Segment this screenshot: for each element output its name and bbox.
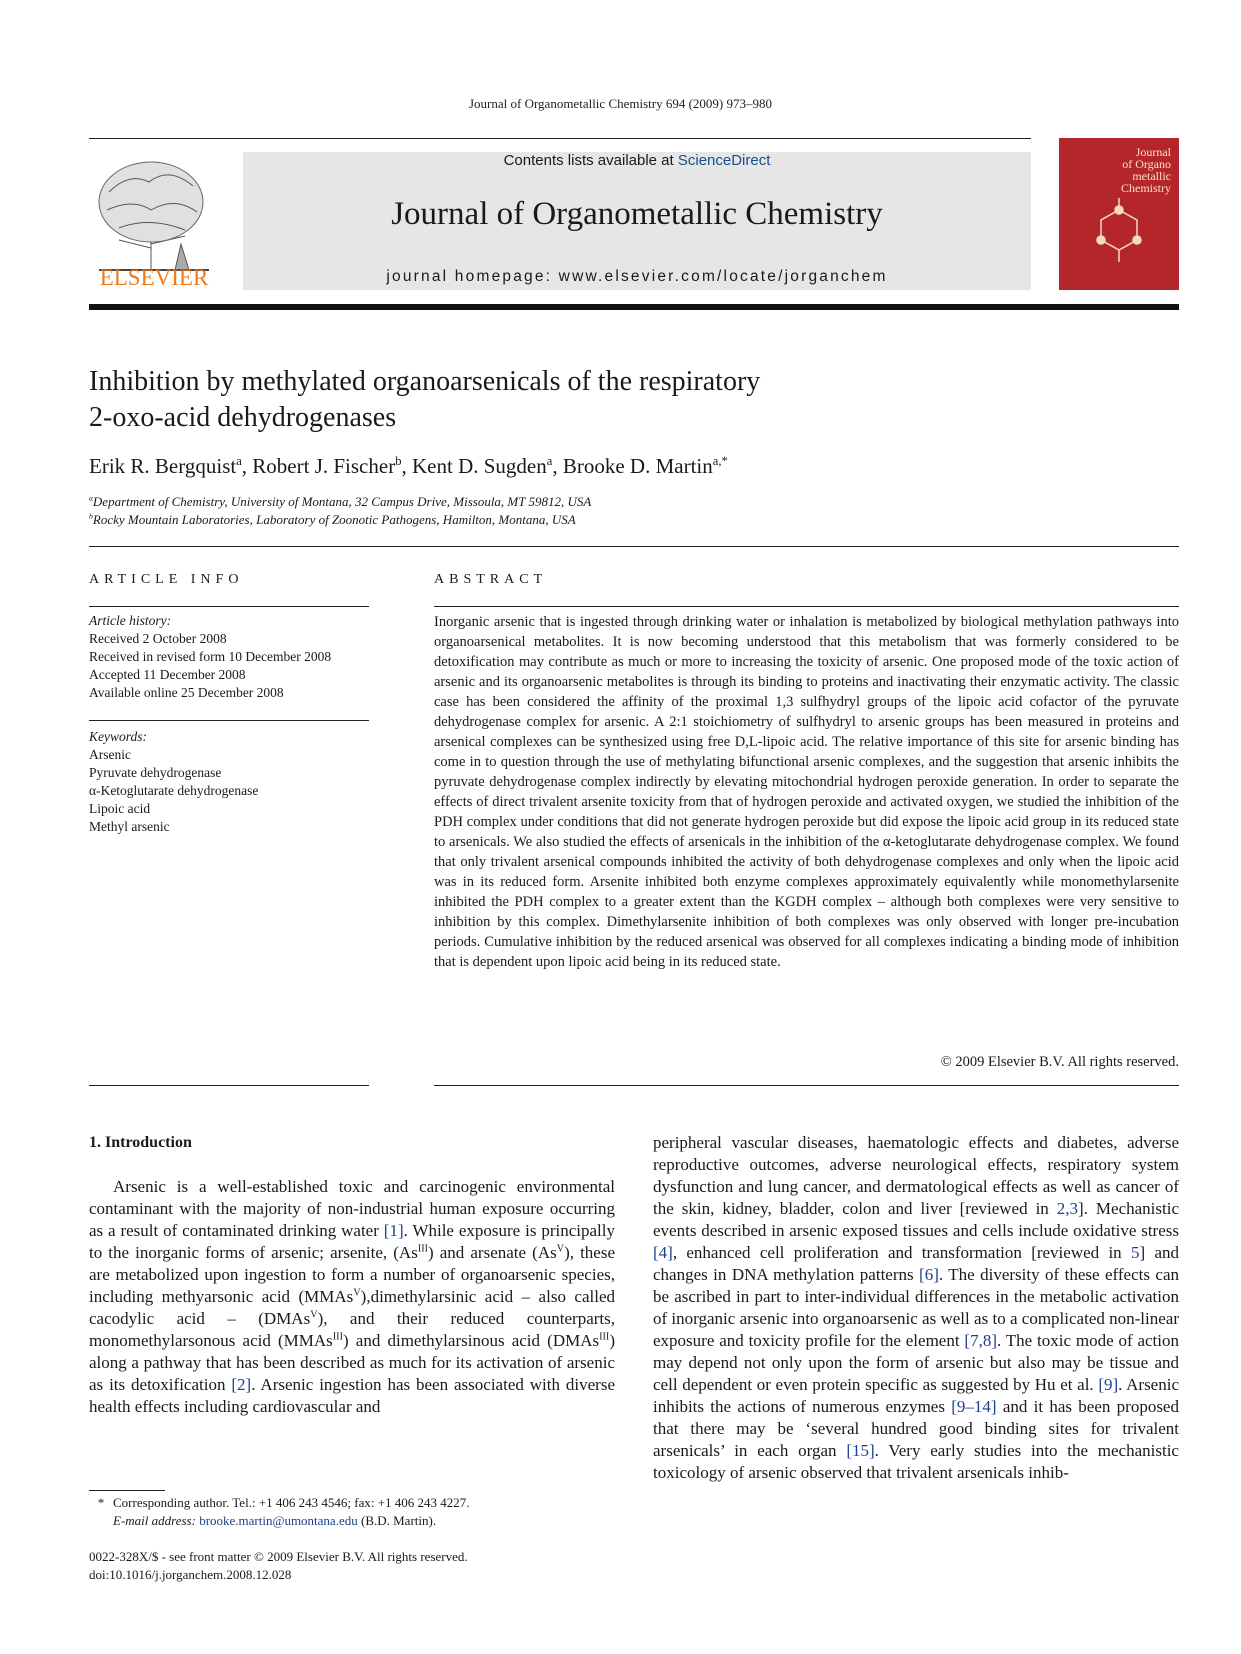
citation-link[interactable]: [6] — [919, 1265, 939, 1284]
affiliation-text: Department of Chemistry, University of Montana, 32 Campus Drive, Missoula, MT 59812, USA — [92, 494, 592, 509]
oxidation-state-superscript: V — [556, 1243, 565, 1255]
footnote-mark: * — [97, 1495, 105, 1510]
elsevier-logo — [89, 152, 219, 292]
author-affil-mark: b — [395, 454, 402, 468]
body-text-run: ), and their reduced counterparts, monomethylarsonous acid (MMAs — [89, 1309, 615, 1350]
keyword-item: Pyruvate dehydrogenase — [89, 765, 222, 780]
keywords — [89, 728, 258, 836]
history-item: Available online 25 December 2008 — [89, 685, 284, 700]
header-thick-rule — [89, 304, 1179, 310]
citation-link[interactable]: [15] — [846, 1441, 875, 1460]
corresponding-text: Corresponding author. Tel.: +1 406 243 4546; fax: +1 406 243 4227. — [113, 1495, 470, 1510]
body-text-run: ) and dimethylarsinous acid (DMAs — [342, 1331, 600, 1350]
citation-link[interactable]: [1] — [383, 1221, 404, 1240]
intro-heading: 1. Introduction — [89, 1134, 192, 1151]
title-line-2: 2-oxo-acid dehydrogenases — [89, 402, 397, 433]
affiliation-mark: a — [89, 493, 93, 503]
author-name: Robert J. Fischer — [252, 454, 396, 478]
body-text-run: . Arsenic ingestion has been associated with diverse health effects including cardiovascular and — [89, 1375, 616, 1416]
affiliation-a — [89, 494, 591, 510]
body-text-run: and it has been proposed that there may be ‘several hundred good binding sites for trivalent arsenicals’ in each organ — [653, 1397, 1179, 1460]
abstract-rule — [434, 606, 1179, 607]
body-text-run: ), these are metabolized upon ingestion to form a number of organoarsenic species, including methyarsonic acid (MMAs — [89, 1243, 616, 1306]
affiliation-text: Rocky Mountain Laboratories, Laboratory of Zoonotic Pathogens, Hamilton, Montana, USA — [92, 512, 576, 527]
author-name: Erik R. Bergquist — [89, 454, 237, 478]
citation-link[interactable]: [9–14] — [951, 1397, 997, 1416]
footnote-rule — [89, 1490, 165, 1491]
journal-name: Journal of Organometallic Chemistry — [391, 196, 883, 232]
history-item: Received 2 October 2008 — [89, 631, 227, 646]
body-text-run: Arsenic is a well-established toxic and carcinogenic environmental contaminant with the majority of non-industrial human exposure occurring as a result of contaminated drinking water — [89, 1177, 615, 1240]
body-text-run: ) along a pathway that has been described as much for its activation of arsenic as its detoxification — [89, 1331, 615, 1394]
history-item: Received in revised form 10 December 2008 — [89, 649, 332, 664]
article-title — [89, 364, 949, 436]
oxidation-state-superscript: III — [332, 1331, 343, 1343]
author-separator: , — [401, 454, 412, 478]
email-suffix: (B.D. Martin). — [360, 1513, 437, 1528]
body-text-run: peripheral vascular diseases, haematologic effects and diabetes, adverse reproductive outcomes, adverse neurological effects, respiratory system dysfunction and lung cancer, and dermatological effects as well as cancer of the skin, kidney, bladder, colon and liver [reviewed in — [653, 1133, 1179, 1218]
body-text-run: ),dimethylarsinic acid – also called cacodylic acid – (DMAs — [89, 1287, 615, 1328]
footnote — [89, 1494, 470, 1530]
history-item: Accepted 11 December 2008 — [89, 667, 246, 682]
author-affil-mark: a — [236, 454, 242, 468]
author-name: Kent D. Sugden — [412, 454, 547, 478]
affiliation-mark: b — [89, 511, 93, 521]
journal-cover — [1059, 138, 1179, 290]
author-list — [89, 454, 1089, 479]
publisher-wordmark: ELSEVIER — [99, 265, 209, 290]
body-text-run: . Arsenic inhibits the actions of numerous enzymes — [653, 1375, 1179, 1416]
body-text-run: . The diversity of these effects can be ascribed in part to inter-individual differences in the metabolic activation of inorganic arsenic into organoarsenic as well as to a complicated non-linear exposure and toxicity profile for the element — [653, 1265, 1179, 1350]
intro-column-left — [89, 1176, 615, 1418]
keyword-item: Arsenic — [89, 747, 131, 762]
issn-line: 0022-328X/$ - see front matter © 2009 Elsevier B.V. All rights reserved. — [89, 1549, 468, 1564]
title-line-1: Inhibition by methylated organoarsenicals of the respiratory — [89, 366, 761, 397]
body-text-run: . Very early studies into the mechanistic toxicology of arsenic observed that trivalent arsenicals inhib- — [653, 1441, 1179, 1482]
body-text-run: ) and arsenate (As — [428, 1243, 557, 1262]
oxidation-state-superscript: III — [417, 1243, 429, 1255]
cover-title-4: Chemistry — [1121, 181, 1171, 195]
body-text-run: , enhanced cell proliferation and transformation [reviewed in — [672, 1243, 1131, 1262]
abstract-copyright: © 2009 Elsevier B.V. All rights reserved. — [940, 1054, 1179, 1070]
abstract-heading: ABSTRACT — [434, 572, 548, 587]
issn-block — [89, 1548, 468, 1584]
email-label: E-mail address: — [113, 1513, 196, 1528]
cover-title-1: Journal — [1135, 145, 1171, 159]
author-affil-mark: a,* — [712, 454, 728, 468]
affiliation-b — [89, 512, 576, 528]
contents-prefix: Contents lists available at — [503, 152, 678, 169]
info-rule — [89, 1085, 369, 1086]
citation-link[interactable]: [2] — [231, 1375, 252, 1394]
info-rule — [89, 606, 369, 607]
citation-link[interactable]: 2,3 — [1056, 1199, 1079, 1218]
abstract-rule — [434, 1085, 1179, 1086]
journal-homepage[interactable]: journal homepage: www.elsevier.com/locate/jorganchem — [386, 268, 888, 285]
citation-link[interactable]: [9] — [1098, 1375, 1119, 1394]
citation-link[interactable]: [7,8] — [964, 1331, 997, 1350]
corresponding-author-note — [89, 1494, 470, 1512]
author-separator: , — [552, 454, 563, 478]
body-text-run: . While exposure is principally to the inorganic forms of arsenic; arsenite, (As — [89, 1221, 615, 1262]
article-history — [89, 612, 331, 702]
keyword-item: Methyl arsenic — [89, 819, 170, 834]
body-text-run: ]. Mechanistic events described in arsenic exposed tissues and cells include oxidative stress — [653, 1199, 1180, 1240]
oxidation-state-superscript: V — [353, 1287, 361, 1299]
author-separator: , — [241, 454, 253, 478]
body-text-run: . The toxic mode of action may depend not only upon the form of arsenic but also may be tissue and cell dependent or even protein specific as suggested by Hu et al. — [653, 1331, 1179, 1394]
abstract-text: Inorganic arsenic that is ingested through drinking water or inhalation is metabolized by biological methylation pathways into organoarsenical metabolites. It is now becoming understood that this metabolism that was formerly considered to be detoxification may contribute as much or more to increasing the toxicity of arsenic. One proposed mode of the toxic action of arsenic and its organoarsenic metabolites is through its binding to proteins and inactivating their enzymatic activity. The classic case has been considered the affinity of the proximal 1,3 sulfhydryl groups of the lipoic acid cofactor of the pyruvate dehydrogenase complex for arsenic. A 2:1 stoichiometry of sulfhydryl to arsenic groups has been measured in proteins and arsenical complexes can be synthesized using free D,L-lipoic acid. The relative importance of this site for arsenic binding has come in to question through the use of methylating bifunctional arsenic complexes, and the suggestion that arsenic inhibits the pyruvate dehydrogenase complex indirectly by elevating mitochondrial hydrogen peroxide generation. In order to separate the effects of direct trivalent arsenite toxicity from that of hydrogen peroxide and activated oxygen, we studied the inhibition of the PDH complex under conditions that did not generate hydrogen peroxide but did expose the lipoic acid group in its reduced state to arsenicals. We also studied the effects of arsenicals in the inhibition of the α-ketoglutarate dehydrogenase complex. We found that only trivalent arsenical compounds inhibited the activity of both dehydrogenase complexes and only when the lipoic acid was in its reduced form. Arsenite inhibited both enzyme complexes approximately equivalently while monomethylarsenite inhibited the PDH complex to a greater extent than the KGDH complex – although both complexes were very sensitive to inhibition by this complex. Dimethylarsenite inhibition of both complexes was only observed with longer pre-incubation periods. Cumulative inhibition by the reduced arsenical was observed for all complexes indicating a binding mode of inhibition that is dependent upon lipoic acid being in its reduced state. — [434, 614, 1179, 970]
author-affil-mark: a — [546, 454, 553, 468]
section-rule — [89, 546, 1179, 547]
sciencedirect-link[interactable]: ScienceDirect — [677, 152, 771, 169]
oxidation-state-superscript: III — [599, 1331, 610, 1343]
keyword-item: Lipoic acid — [89, 801, 151, 816]
cover-title-2: of Organo — [1122, 157, 1171, 171]
keyword-item: α-Ketoglutarate dehydrogenase — [89, 783, 259, 798]
intro-column-right — [653, 1132, 1179, 1484]
cover-title-3: metallic — [1132, 169, 1171, 183]
citation-link[interactable]: [4] — [653, 1243, 673, 1262]
info-rule — [89, 720, 369, 721]
running-head: Journal of Organometallic Chemistry 694 (2009) 973–980 — [468, 96, 773, 111]
author-name: Brooke D. Martin — [562, 454, 713, 478]
citation-link[interactable]: 5 — [1130, 1243, 1140, 1262]
history-label: Article history: — [89, 613, 172, 628]
email-note — [89, 1512, 470, 1530]
doi-line[interactable]: doi:10.1016/j.jorganchem.2008.12.028 — [89, 1567, 292, 1582]
contents-line — [243, 152, 1031, 169]
oxidation-state-superscript: V — [310, 1309, 318, 1321]
article-info-heading: ARTICLE INFO — [89, 572, 244, 587]
body-text-run: ] and changes in DNA methylation patterns — [653, 1243, 1179, 1284]
top-rule — [89, 138, 1031, 139]
email-link[interactable]: brooke.martin@umontana.edu — [199, 1513, 358, 1528]
keywords-label: Keywords: — [89, 729, 147, 744]
